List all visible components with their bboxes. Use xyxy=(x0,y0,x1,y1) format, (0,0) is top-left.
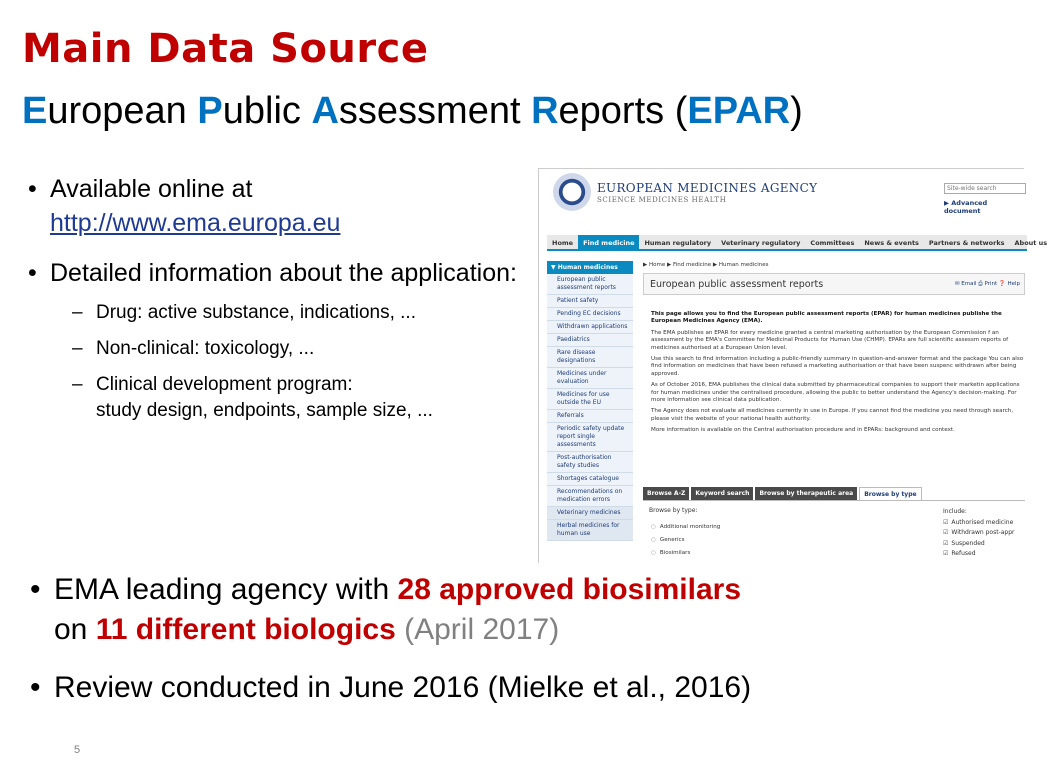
subtitle-a: A xyxy=(311,90,339,132)
side-menu-head[interactable]: ▼ Human medicines xyxy=(547,261,633,274)
tab-browse-by-type[interactable]: Browse by type xyxy=(859,487,921,500)
nav-news-events[interactable]: News & events xyxy=(864,239,919,247)
slide-subtitle xyxy=(22,90,803,133)
tab-browse-az[interactable]: Browse A-Z xyxy=(643,487,689,500)
side-item-under-evaluation[interactable]: Medicines under evaluation xyxy=(547,368,633,389)
subtitle-r: R xyxy=(531,90,559,132)
ema-agency-name: EUROPEAN MEDICINES AGENCY xyxy=(597,181,818,195)
ema-logo-icon xyxy=(553,173,591,211)
page-heading: European public assessment reports xyxy=(650,279,824,290)
tab-keyword-search[interactable]: Keyword search xyxy=(691,487,753,500)
page-tools[interactable]: ✉ Email ⎙ Print ❓ Help xyxy=(954,281,1020,287)
nav-home[interactable]: Home xyxy=(552,239,574,247)
subtitle-e-rest: uropean xyxy=(47,90,198,132)
sub-bullet-clinical xyxy=(72,372,528,424)
body-para-6: More information is available on the Central authorisation procedure and in EPARs: background and context. xyxy=(651,427,955,434)
left-bullet-list xyxy=(28,172,528,424)
include-label: Include: xyxy=(943,508,967,515)
nav-find-medicine[interactable]: Find medicine xyxy=(578,235,639,249)
bullet-detailed-info xyxy=(28,256,528,424)
slide-title: Main Data Source xyxy=(22,26,429,72)
side-item-paediatrics[interactable]: Paediatrics xyxy=(547,334,633,347)
side-item-pass[interactable]: Post-authorisation safety studies xyxy=(547,452,633,473)
subtitle-a-rest: ssessment xyxy=(338,90,532,132)
bullet-ema-leading xyxy=(30,570,990,650)
body-para-4: As of October 2016, EMA publishes the clinical data submitted by pharmaceutical companies to support their marketin applications for human medicines under the centralised procedure, allowing the public to better understand the Agency's decision-making. For more information see clinical data publication. xyxy=(651,382,1020,404)
body-para-1: This page allows you to find the European public assessment reports (EPAR) for human medicines publishe the European Medicines Agency (EMA). xyxy=(651,311,1002,325)
lower-bullet-list xyxy=(30,570,990,708)
side-item-rare-disease[interactable]: Rare disease designations xyxy=(547,347,633,368)
bullet-detailed-text: Detailed information about the application: xyxy=(50,259,517,287)
sub-bullet-nonclinical: – Non-clinical: toxicology, ... xyxy=(72,336,528,362)
site-nav-bar xyxy=(547,235,1048,251)
breadcrumb[interactable]: ▶ Home ▶ Find medicine ▶ Human medicines xyxy=(643,262,769,268)
radio-additional-monitoring[interactable]: ○ Additional monitoring xyxy=(651,521,720,534)
nav-veterinary-regulatory[interactable]: Veterinary regulatory xyxy=(721,239,801,247)
side-item-withdrawn[interactable]: Withdrawn applications xyxy=(547,321,633,334)
side-item-shortages[interactable]: Shortages catalogue xyxy=(547,473,633,486)
browse-by-type-label: Browse by type: xyxy=(649,507,698,514)
sub-bullet-clinical-line1: Clinical development program: xyxy=(96,374,353,395)
checkbox-suspended[interactable]: ☑ Suspended xyxy=(943,539,1014,550)
biosimilar-count: 28 approved biosimilars xyxy=(397,573,742,606)
bullet-review: • Review conducted in June 2016 (Mielke et al., 2016) xyxy=(30,668,990,708)
radio-generics[interactable]: ○ Generics xyxy=(651,534,720,547)
ema-agency-tagline: SCIENCE MEDICINES HEALTH xyxy=(597,196,727,204)
ema-leading-text: EMA leading agency with xyxy=(54,573,398,606)
subtitle-e: E xyxy=(22,90,48,132)
bullet-available-text: Available online at xyxy=(50,175,253,203)
side-item-outside-eu[interactable]: Medicines for use outside the EU xyxy=(547,389,633,410)
date-note: (April 2017) xyxy=(395,613,560,646)
include-filters xyxy=(943,507,1014,560)
side-item-veterinary[interactable]: Veterinary medicines xyxy=(547,507,633,520)
subtitle-p-rest: ublic xyxy=(222,90,312,132)
advanced-search-link[interactable]: ▶ Advanced document xyxy=(944,199,988,215)
side-item-epar[interactable]: European public assessment reports xyxy=(547,274,633,295)
side-item-pending-ec[interactable]: Pending EC decisions xyxy=(547,308,633,321)
nav-human-regulatory[interactable]: Human regulatory xyxy=(644,239,712,247)
checkbox-authorised[interactable]: ☑ Authorised medicine xyxy=(943,518,1014,529)
nav-partners-networks[interactable]: Partners & networks xyxy=(928,239,1005,247)
subtitle-p: P xyxy=(197,90,223,132)
site-search-input[interactable]: Site-wide search xyxy=(944,183,1026,194)
ema-website-screenshot xyxy=(538,168,1048,563)
body-para-5: The Agency does not evaluate all medicines currently in use in Europe. If you cannot find the medicine you need through search, please visit the website of your national health authority. xyxy=(651,408,1014,422)
page-number: 5 xyxy=(74,744,81,756)
subtitle-r-rest: eports ( xyxy=(558,90,688,132)
ema-website-link[interactable]: http://www.ema.europa.eu xyxy=(50,209,341,237)
biologics-count: 11 different biologics xyxy=(95,613,396,646)
side-item-herbal[interactable]: Herbal medicines for human use xyxy=(547,520,633,541)
nav-committees[interactable]: Committees xyxy=(810,239,855,247)
checkbox-refused[interactable]: ☑ Refused xyxy=(943,549,1014,560)
side-item-psusa[interactable]: Periodic safety update report single assessments xyxy=(547,423,633,452)
side-item-medication-errors[interactable]: Recommendations on medication errors xyxy=(547,486,633,507)
sub-bullet-drug: – Drug: active substance, indications, ... xyxy=(72,300,528,326)
side-item-referrals[interactable]: Referrals xyxy=(547,410,633,423)
radio-biosimilars[interactable]: ○ Biosimilars xyxy=(651,547,720,560)
page-body-text xyxy=(651,311,1025,439)
subtitle-abbr: EPAR xyxy=(687,90,791,132)
side-menu xyxy=(547,261,633,541)
checkbox-withdrawn[interactable]: ☑ Withdrawn post-appr xyxy=(943,528,1014,539)
page-heading-box xyxy=(643,273,1025,295)
nav-about-us[interactable]: About us xyxy=(1014,239,1048,247)
side-item-patient-safety[interactable]: Patient safety xyxy=(547,295,633,308)
bullet-available-online xyxy=(28,172,528,240)
browse-tabs xyxy=(643,487,1025,501)
sub-bullet-clinical-line2: study design, endpoints, sample size, ... xyxy=(96,400,433,421)
ema-on-text: on xyxy=(54,613,96,646)
body-para-2: The EMA publishes an EPAR for every medicine granted a central marketing authorisation by the European Commission f an assessment by the EMA's Committee for Medicinal Products for Human Use (CHMP). EPARs are full scientific assessm reports of medicines authorised at a European Union level. xyxy=(651,329,1009,351)
browse-type-options xyxy=(651,521,720,560)
subtitle-close: ) xyxy=(790,90,803,132)
body-para-3: Use this search to find information including a public-friendly summary in question-and-answer format and the package You can also find information on medicines that have been refused a marketing authorisation or that have been suspenc withdrawn after being approved. xyxy=(651,356,1024,377)
tab-therapeutic-area[interactable]: Browse by therapeutic area xyxy=(755,487,857,500)
